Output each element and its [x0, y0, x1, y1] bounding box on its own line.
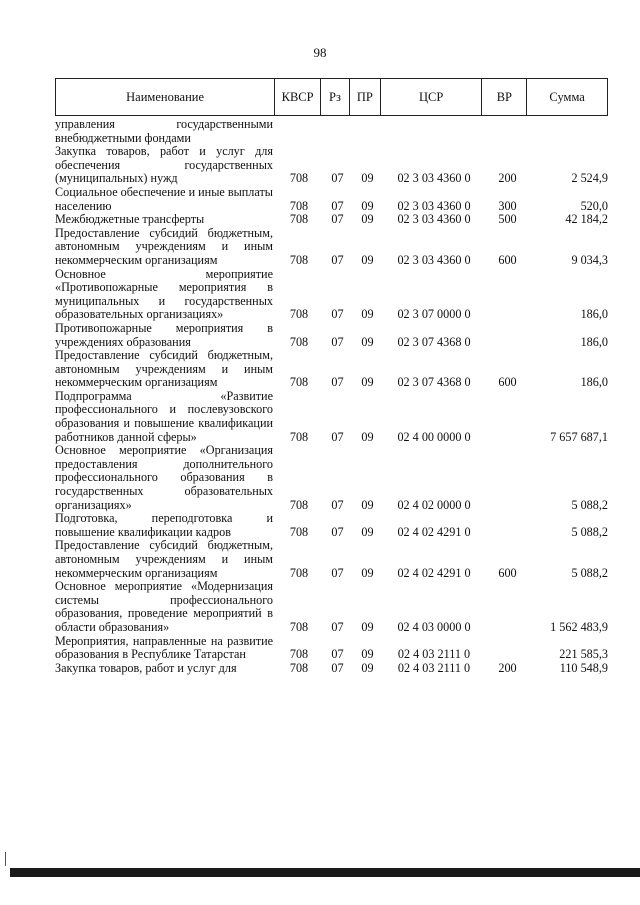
row-rz: 07 — [331, 660, 344, 675]
row-kvsr: 708 — [289, 334, 309, 349]
row-name: Подпрограмма «Развитие профессионального и послевузовского образования и повышение квалификации работников данной сферы» — [55, 388, 273, 444]
row-csr: 02 3 03 4360 0 — [397, 198, 471, 213]
row-pr: 09 — [361, 307, 374, 322]
row-name: Социальное обеспечение и иные выплаты населению — [55, 184, 273, 213]
row-sum: 7 657 687,1 — [550, 429, 608, 444]
row-kvsr: 708 — [289, 307, 309, 322]
row-kvsr: 708 — [289, 565, 309, 580]
row-csr: 02 3 07 4368 0 — [397, 375, 471, 390]
row-kvsr: 708 — [289, 619, 309, 634]
row-sum: 1 562 483,9 — [550, 619, 608, 634]
row-sum: 186,0 — [580, 375, 608, 390]
row-name: Предоставление субсидий бюджетным, автономным учреждениям и иным некоммерческим организациям — [55, 348, 273, 390]
row-sum: 186,0 — [580, 334, 608, 349]
table-row — [55, 213, 608, 227]
row-rz: 07 — [331, 212, 344, 227]
row-name: Закупка товаров, работ и услуг для — [55, 660, 237, 675]
page-number: 98 — [313, 45, 327, 60]
row-kvsr: 708 — [289, 429, 309, 444]
row-name: Противопожарные мероприятия в учреждениях образования — [55, 320, 273, 349]
table-header — [55, 78, 608, 116]
row-pr: 09 — [361, 524, 374, 539]
column-header-kvsr: КВСР — [275, 79, 321, 115]
table-row — [55, 186, 608, 213]
row-name: Основное мероприятие «Противопожарные мероприятия в муниципальных и государственных образовательных организациях» — [55, 266, 273, 322]
row-name: Предоставление субсидий бюджетным, автономным учреждениям и иным некоммерческим организациям — [55, 538, 273, 580]
column-header-csr: ЦСР — [381, 79, 483, 115]
row-pr: 09 — [361, 171, 374, 186]
row-csr: 02 4 02 4291 0 — [397, 565, 471, 580]
row-vr: 600 — [498, 375, 517, 390]
table-row — [55, 512, 608, 539]
table-row — [55, 635, 608, 662]
table-row — [55, 227, 608, 268]
row-rz: 07 — [331, 198, 344, 213]
row-pr: 09 — [361, 252, 374, 267]
row-rz: 07 — [331, 429, 344, 444]
column-header-rz: Рз — [321, 79, 350, 115]
row-sum: 2 524,9 — [571, 171, 608, 186]
row-name: Мероприятия, направленные на развитие образования в Республике Татарстан — [55, 633, 273, 662]
row-name: Предоставление субсидий бюджетным, автономным учреждениям и иным некоммерческим организациям — [55, 225, 273, 267]
row-vr: 500 — [498, 212, 517, 227]
row-rz: 07 — [331, 171, 344, 186]
row-rz: 07 — [331, 334, 344, 349]
row-sum: 42 184,2 — [565, 212, 608, 227]
column-header-pr: ПР — [350, 79, 381, 115]
row-pr: 09 — [361, 212, 374, 227]
row-rz: 07 — [331, 375, 344, 390]
column-header-vr: ВР — [482, 79, 527, 115]
table-row — [55, 118, 608, 145]
row-csr: 02 3 03 4360 0 — [397, 212, 471, 227]
row-sum: 5 088,2 — [571, 497, 608, 512]
row-csr: 02 4 00 0000 0 — [397, 429, 471, 444]
row-kvsr: 708 — [289, 212, 309, 227]
row-sum: 186,0 — [580, 307, 608, 322]
row-sum: 9 034,3 — [571, 252, 608, 267]
row-pr: 09 — [361, 497, 374, 512]
row-vr: 200 — [498, 660, 517, 675]
row-csr: 02 4 03 2111 0 — [397, 647, 471, 662]
table-row — [55, 662, 608, 676]
row-csr: 02 4 03 0000 0 — [397, 619, 471, 634]
row-pr: 09 — [361, 334, 374, 349]
row-rz: 07 — [331, 252, 344, 267]
row-kvsr: 708 — [289, 198, 309, 213]
row-kvsr: 708 — [289, 171, 309, 186]
table-row — [55, 539, 608, 580]
table-body — [55, 118, 608, 675]
row-name: Основное мероприятие «Организация предоставления дополнительного профессионального образования в государственных образовательных организациях» — [55, 443, 273, 512]
row-csr: 02 3 03 4360 0 — [397, 171, 471, 186]
row-pr: 09 — [361, 619, 374, 634]
scan-bottom-bar — [10, 868, 640, 877]
row-vr: 200 — [498, 171, 517, 186]
row-rz: 07 — [331, 619, 344, 634]
row-kvsr: 708 — [289, 647, 309, 662]
row-sum: 5 088,2 — [571, 565, 608, 580]
row-rz: 07 — [331, 524, 344, 539]
table-row — [55, 145, 608, 186]
row-pr: 09 — [361, 375, 374, 390]
row-csr: 02 3 07 0000 0 — [397, 307, 471, 322]
row-kvsr: 708 — [289, 660, 309, 675]
row-csr: 02 3 03 4360 0 — [397, 252, 471, 267]
table-row — [55, 444, 608, 512]
row-csr: 02 4 02 4291 0 — [397, 524, 471, 539]
row-name: Закупка товаров, работ и услуг для обеспечения государственных (муниципальных) нужд — [55, 144, 273, 186]
row-vr: 300 — [498, 198, 517, 213]
row-rz: 07 — [331, 565, 344, 580]
row-rz: 07 — [331, 647, 344, 662]
row-sum: 520,0 — [580, 198, 608, 213]
row-vr: 600 — [498, 252, 517, 267]
row-kvsr: 708 — [289, 524, 309, 539]
row-kvsr: 708 — [289, 497, 309, 512]
row-sum: 5 088,2 — [571, 524, 608, 539]
row-name: Межбюджетные трансферты — [55, 212, 205, 227]
row-rz: 07 — [331, 497, 344, 512]
row-pr: 09 — [361, 565, 374, 580]
column-header-sum: Сумма — [549, 89, 585, 104]
row-kvsr: 708 — [289, 252, 309, 267]
row-name: управления государственными внебюджетными фондами — [55, 117, 273, 145]
table-row — [55, 580, 608, 634]
column-header-name: Наименование — [56, 79, 275, 115]
table-row — [55, 349, 608, 390]
row-csr: 02 3 07 4368 0 — [397, 334, 471, 349]
row-pr: 09 — [361, 429, 374, 444]
scan-margin-mark — [5, 852, 6, 866]
row-pr: 09 — [361, 198, 374, 213]
row-name: Основное мероприятие «Модернизация системы профессионального образования, проведение мероприятий в области образования» — [55, 579, 273, 634]
table-row — [55, 390, 608, 444]
row-rz: 07 — [331, 307, 344, 322]
row-csr: 02 4 03 2111 0 — [397, 660, 471, 675]
row-kvsr: 708 — [289, 375, 309, 390]
row-sum: 221 585,3 — [559, 647, 608, 662]
row-pr: 09 — [361, 647, 374, 662]
row-pr: 09 — [361, 660, 374, 675]
table-row — [55, 268, 608, 322]
row-csr: 02 4 02 0000 0 — [397, 497, 471, 512]
row-name: Подготовка, переподготовка и повышение квалификации кадров — [55, 511, 273, 539]
table-row — [55, 322, 608, 349]
row-sum: 110 548,9 — [559, 660, 608, 675]
row-vr: 600 — [498, 565, 517, 580]
